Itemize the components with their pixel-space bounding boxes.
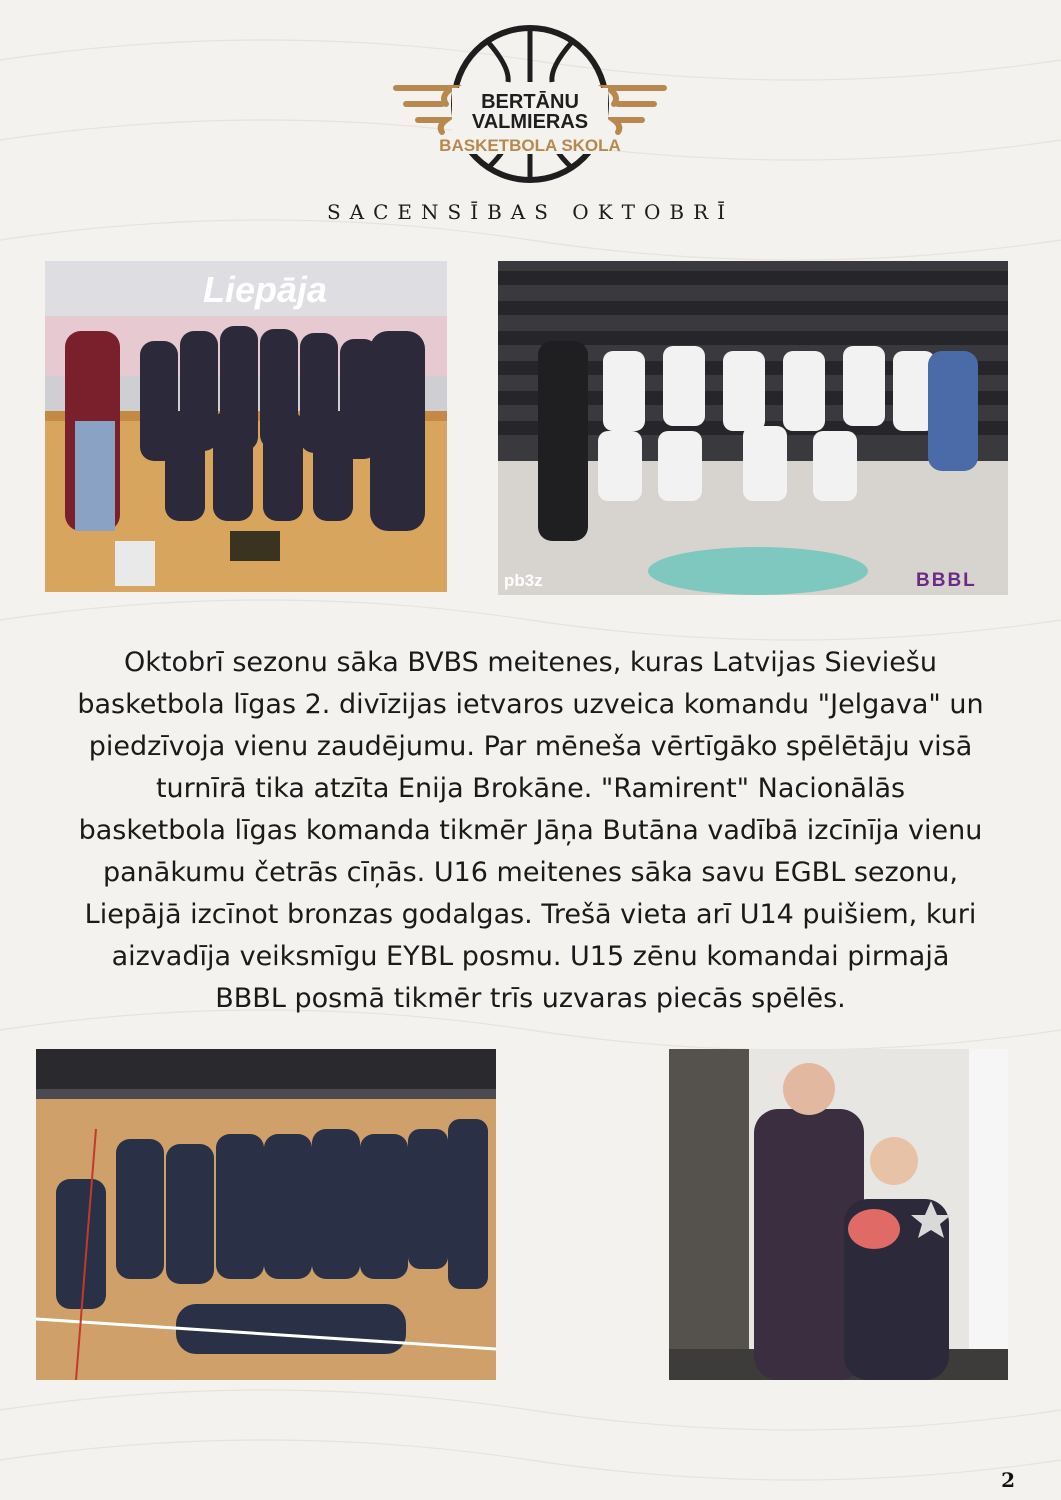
page-heading: SACENSĪBAS OKTOBRĪ (326, 200, 735, 224)
school-logo (390, 22, 670, 190)
body-line-1: Oktobrī sezonu sāka BVBS meitenes, kuras Latvijas Sieviešu (124, 647, 937, 678)
body-line-7: Liepājā izcīnot bronzas godalgas. Trešā vieta arī U14 puišiem, kuri (84, 899, 977, 930)
body-line-3: piedzīvoja vienu zaudējumu. Par mēneša vērtīgāko spēlētāju visā (88, 731, 973, 762)
body-line-9: BBBL posmā tikmēr trīs uzvaras piecās spēlēs. (215, 983, 846, 1014)
photo-award-player (669, 1049, 1008, 1380)
photo-u14-boys-team (36, 1049, 496, 1380)
photo2-tag-left: pb3z (504, 571, 543, 590)
photo1-sign-liepaja: Liepāja (203, 269, 328, 310)
photo-girls-team-liepaja (45, 261, 447, 592)
logo-line2: VALMIERAS (471, 111, 589, 133)
body-line-2: basketbola līgas 2. divīzijas ietvaros uzveica komandu "Jelgava" un (77, 689, 984, 720)
body-line-4: turnīrā tika atzīta Enija Brokāne. "Ramirent" Nacionālās (155, 773, 906, 804)
body-line-5: basketbola līgas komanda tikmēr Jāņa Butāna vadībā izcīnīja vienu (78, 815, 983, 846)
body-line-6: panākumu četrās cīņās. U16 meitenes sāka savu EGBL sezonu, (102, 857, 958, 888)
page-number: 2 (1001, 1468, 1015, 1492)
article-body (22, 642, 1039, 1020)
logo-line3: BASKETBOLA SKOLA (439, 136, 621, 155)
logo-line1: BERTĀNU (481, 91, 579, 113)
body-line-8: aizvadīja veiksmīgu EYBL posmu. U15 zēnu komandai pirmajā (111, 941, 950, 972)
photo2-tag-right: BBBL (916, 570, 977, 591)
photo-u15-boys-team (498, 261, 1008, 595)
